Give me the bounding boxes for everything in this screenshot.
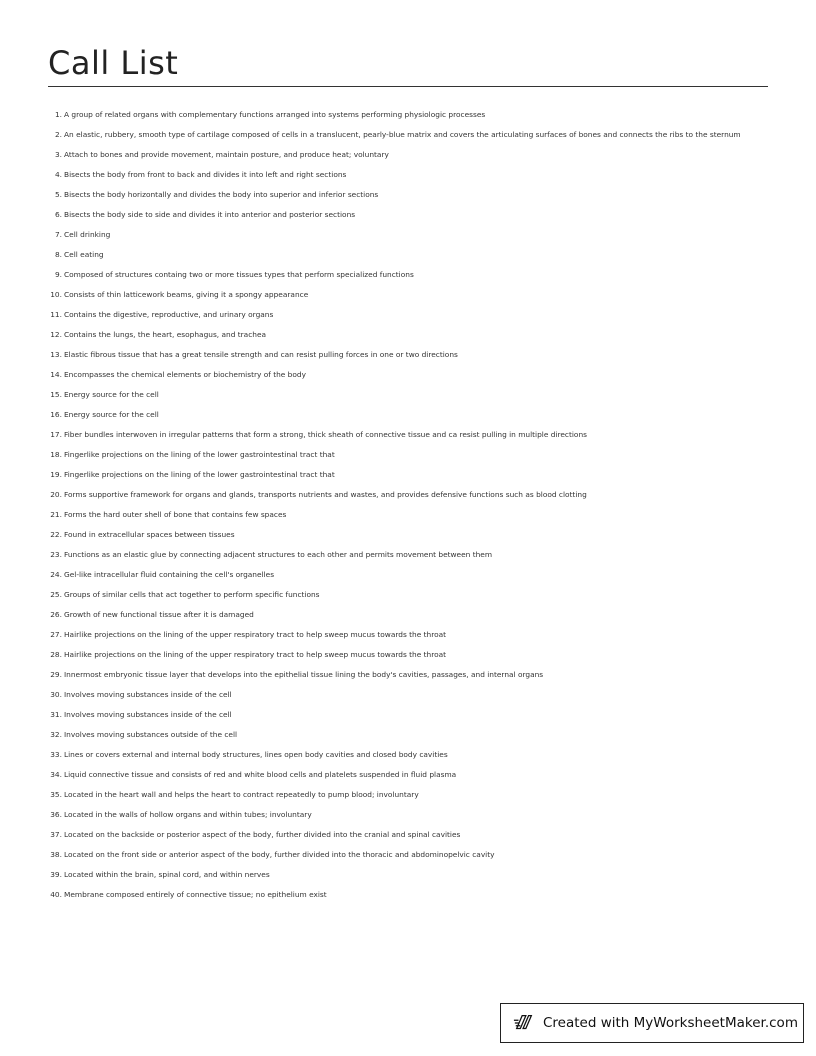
item-text: Fingerlike projections on the lining of the lower gastrointestinal tract that — [64, 450, 335, 459]
item-text: Composed of structures containg two or more tissues types that perform specialized functions — [64, 270, 414, 279]
item-number: 39. — [50, 870, 62, 879]
call-list-item — [48, 330, 266, 340]
item-text: Energy source for the cell — [64, 410, 159, 419]
item-number: 29. — [50, 670, 62, 679]
call-list-item — [48, 850, 495, 860]
item-number: 19. — [50, 470, 62, 479]
item-number: 20. — [50, 490, 62, 499]
call-list-item — [48, 870, 270, 880]
item-text: Liquid connective tissue and consists of red and white blood cells and platelets suspended in fluid plasma — [64, 770, 457, 779]
worksheet-maker-logo-icon — [513, 1012, 535, 1034]
call-list-item — [48, 230, 110, 240]
call-list-item — [48, 550, 492, 560]
call-list-item — [48, 630, 446, 640]
item-text: Elastic fibrous tissue that has a great tensile strength and can resist pulling forces in one or two directions — [64, 350, 458, 359]
item-number: 9. — [54, 270, 62, 279]
item-number: 10. — [50, 290, 62, 299]
item-number: 15. — [50, 390, 62, 399]
item-text: Encompasses the chemical elements or biochemistry of the body — [64, 370, 306, 379]
item-text: Located within the brain, spinal cord, and within nerves — [64, 870, 270, 879]
call-list-item — [48, 170, 346, 180]
item-number: 13. — [50, 350, 62, 359]
call-list-item — [48, 390, 159, 400]
call-list-item — [48, 490, 587, 500]
item-text: Involves moving substances inside of the cell — [64, 710, 232, 719]
item-number: 1. — [54, 110, 62, 119]
call-list-item — [48, 530, 235, 540]
call-list-item — [48, 710, 232, 720]
item-number: 26. — [50, 610, 62, 619]
item-text: Cell eating — [64, 250, 104, 259]
call-list-item — [48, 370, 306, 380]
item-text: Energy source for the cell — [64, 390, 159, 399]
call-list-item — [48, 430, 587, 440]
call-list-item — [48, 110, 485, 120]
call-list-item — [48, 450, 335, 460]
item-number: 40. — [50, 890, 62, 899]
item-text: Hairlike projections on the lining of the upper respiratory tract to help sweep mucus towards the throat — [64, 630, 447, 639]
call-list-item — [48, 150, 389, 160]
call-list-item — [48, 510, 286, 520]
item-text: Gel-like intracellular fluid containing the cell's organelles — [64, 570, 275, 579]
item-text: Groups of similar cells that act together to perform specific functions — [64, 590, 320, 599]
item-text: Growth of new functional tissue after it is damaged — [64, 610, 254, 619]
call-list-item — [48, 670, 543, 680]
call-list-item — [48, 350, 458, 360]
title-rule — [48, 86, 768, 87]
item-number: 18. — [50, 450, 62, 459]
item-number: 11. — [50, 310, 62, 319]
item-text: Bisects the body from front to back and divides it into left and right sections — [64, 170, 347, 179]
item-number: 32. — [50, 730, 62, 739]
call-list-item — [48, 810, 312, 820]
item-number: 3. — [54, 150, 62, 159]
item-text: A group of related organs with complementary functions arranged into systems performing physiologic processes — [64, 110, 486, 119]
item-text: Located in the heart wall and helps the heart to contract repeatedly to pump blood; involuntary — [64, 790, 419, 799]
item-text: Consists of thin latticework beams, giving it a spongy appearance — [64, 290, 309, 299]
item-text: Fingerlike projections on the lining of the lower gastrointestinal tract that — [64, 470, 335, 479]
item-number: 31. — [50, 710, 62, 719]
call-list-item — [48, 690, 232, 700]
item-text: Contains the digestive, reproductive, and urinary organs — [64, 310, 274, 319]
item-number: 34. — [50, 770, 62, 779]
call-list-item — [48, 250, 104, 260]
footer-text: Created with MyWorksheetMaker.com — [543, 1015, 798, 1031]
call-list-item — [48, 590, 320, 600]
item-number: 6. — [54, 210, 62, 219]
item-number: 8. — [54, 250, 62, 259]
item-text: Innermost embryonic tissue layer that develops into the epithelial tissue lining the body's cavities, passages, and internal organs — [64, 670, 544, 679]
item-text: An elastic, rubbery, smooth type of cartilage composed of cells in a translucent, pearly-blue matrix and covers the articulating surfaces of bones and connects the ribs to the sternum — [64, 130, 741, 139]
item-number: 5. — [54, 190, 62, 199]
item-text: Functions as an elastic glue by connecting adjacent structures to each other and permits movement between them — [64, 550, 493, 559]
item-number: 35. — [50, 790, 62, 799]
call-list-item — [48, 770, 456, 780]
item-text: Cell drinking — [64, 230, 111, 239]
item-number: 30. — [50, 690, 62, 699]
call-list-item — [48, 570, 274, 580]
item-text: Found in extracellular spaces between tissues — [64, 530, 235, 539]
item-number: 12. — [50, 330, 62, 339]
item-number: 16. — [50, 410, 62, 419]
item-text: Bisects the body side to side and divides it into anterior and posterior sections — [64, 210, 356, 219]
item-text: Fiber bundles interwoven in irregular patterns that form a strong, thick sheath of connective tissue and ca resist pulling in multiple directions — [64, 430, 587, 439]
item-text: Contains the lungs, the heart, esophagus, and trachea — [64, 330, 267, 339]
item-number: 38. — [50, 850, 62, 859]
item-text: Located on the backside or posterior aspect of the body, further divided into the cranial and spinal cavities — [64, 830, 461, 839]
item-text: Involves moving substances inside of the cell — [64, 690, 232, 699]
item-text: Lines or covers external and internal body structures, lines open body cavities and closed body cavities — [64, 750, 448, 759]
item-number: 17. — [50, 430, 62, 439]
item-number: 24. — [50, 570, 62, 579]
item-number: 36. — [50, 810, 62, 819]
call-list-item — [48, 270, 414, 280]
call-list-item — [48, 470, 335, 480]
item-number: 37. — [50, 830, 62, 839]
call-list-item — [48, 290, 308, 300]
item-number: 23. — [50, 550, 62, 559]
item-text: Forms the hard outer shell of bone that contains few spaces — [64, 510, 287, 519]
item-number: 33. — [50, 750, 62, 759]
item-number: 7. — [54, 230, 62, 239]
item-text: Hairlike projections on the lining of the upper respiratory tract to help sweep mucus towards the throat — [64, 650, 447, 659]
call-list-item — [48, 130, 741, 140]
call-list-item — [48, 890, 327, 900]
item-text: Membrane composed entirely of connective tissue; no epithelium exist — [64, 890, 327, 899]
call-list-item — [48, 750, 448, 760]
item-number: 28. — [50, 650, 62, 659]
item-number: 22. — [50, 530, 62, 539]
call-list-item — [48, 650, 446, 660]
item-number: 25. — [50, 590, 62, 599]
item-text: Bisects the body horizontally and divides the body into superior and inferior sections — [64, 190, 379, 199]
call-list-item — [48, 310, 273, 320]
item-text: Located on the front side or anterior aspect of the body, further divided into the thoracic and abdominopelvic cavity — [64, 850, 495, 859]
call-list-item — [48, 830, 460, 840]
item-text: Involves moving substances outside of the cell — [64, 730, 238, 739]
item-number: 4. — [54, 170, 62, 179]
call-list-item — [48, 730, 237, 740]
item-number: 27. — [50, 630, 62, 639]
call-list-item — [48, 610, 254, 620]
item-text: Forms supportive framework for organs and glands, transports nutrients and wastes, and provides defensive functions such as blood clotting — [64, 490, 587, 499]
item-text: Located in the walls of hollow organs and within tubes; involuntary — [64, 810, 312, 819]
footer-badge[interactable] — [500, 1003, 804, 1043]
item-number: 14. — [50, 370, 62, 379]
page-title: Call List — [48, 44, 179, 82]
call-list-item — [48, 210, 355, 220]
item-text: Attach to bones and provide movement, maintain posture, and produce heat; voluntary — [64, 150, 389, 159]
call-list-item — [48, 410, 159, 420]
call-list-item — [48, 790, 419, 800]
item-number: 21. — [50, 510, 62, 519]
call-list-item — [48, 190, 378, 200]
item-number: 2. — [54, 130, 62, 139]
